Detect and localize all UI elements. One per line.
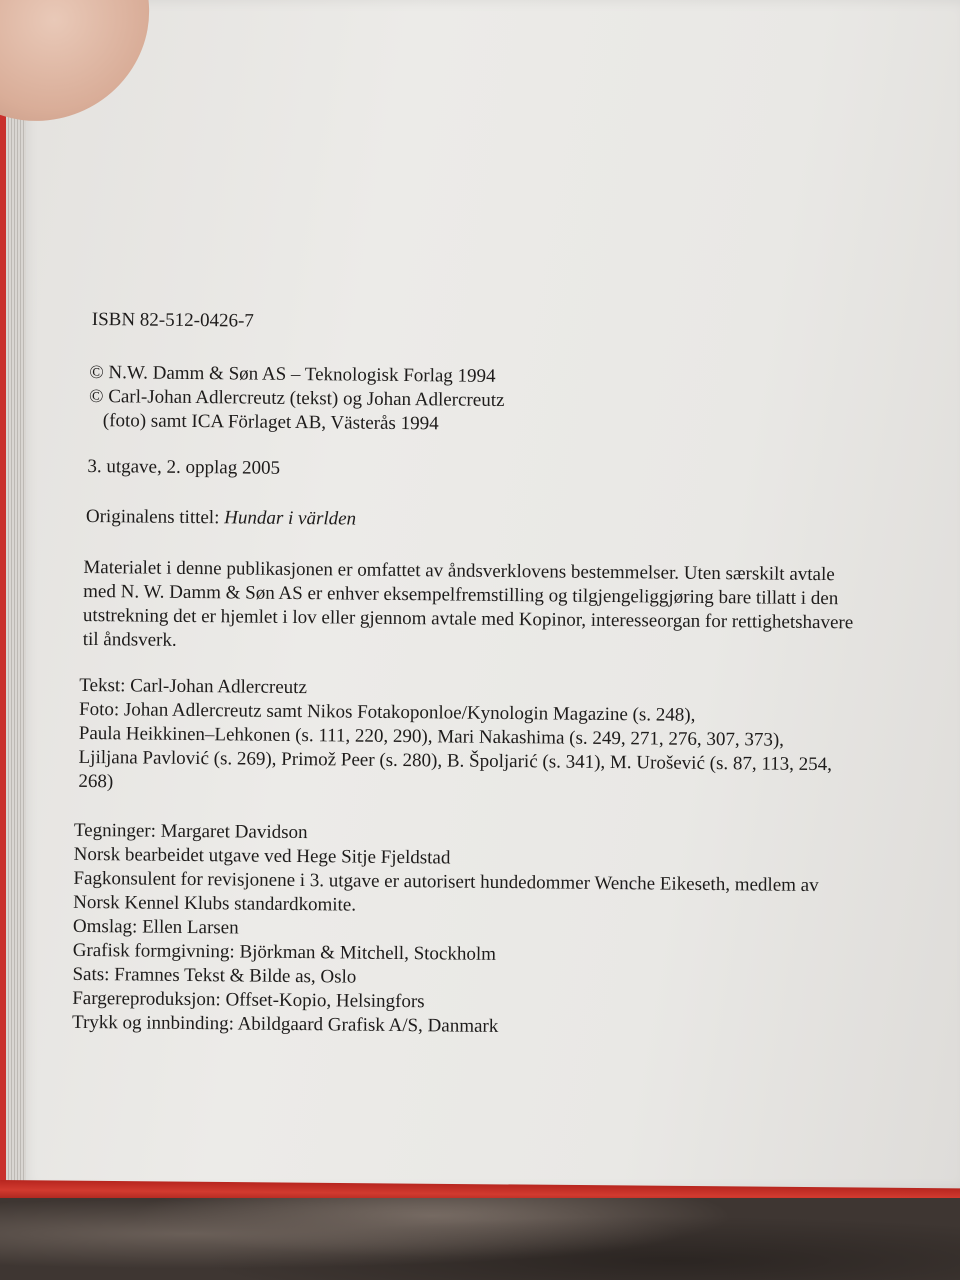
original-title-block [86,505,356,532]
credit-line: Norsk bearbeidet utgave ved Hege Sitje Fjeldstad [73,843,451,869]
copyright-block [89,361,505,437]
credit-line: Grafisk formgivning: Björkman & Mitchell, Stockholm [72,939,497,965]
text-photo-credits-block [78,674,833,801]
credit-line: Tekst: Carl-Johan Adlercreutz [79,674,308,699]
rights-line: til åndsverk. [82,628,177,651]
credit-line: Trykk og innbinding: Abildgaard Grafisk A/S, Danmark [71,1011,499,1037]
rights-line: Materialet i denne publikasjonen er omfattet av åndsverklovens bestemmelser. Uten særskilt avtale [83,556,835,586]
isbn: ISBN 82-512-0426-7 [91,309,254,332]
rights-line: utstrekning det er hjemlet i lov eller gjennom avtale med Kopinor, interesseorgan for rettighetshavere [82,604,854,634]
credit-line: 268) [78,770,114,793]
credit-line: Fagkonsulent for revisjonene i 3. utgave er autorisert hundedommer Wenche Eikeseth, medlem av [73,867,819,897]
credit-line: Tegninger: Margaret Davidson [73,819,308,844]
production-credits-block [72,819,819,1042]
credit-line: Sats: Framnes Tekst & Bilde as, Oslo [72,963,357,988]
fabric-background [0,1198,960,1280]
credit-line: Foto: Johan Adlercreutz samt Nikos Fotakoponloe/Kynologin Magazine (s. 248), [78,698,696,726]
isbn-block [92,308,254,334]
copyright-line: (foto) samt ICA Förlaget AB, Västerås 1994 [102,410,439,435]
red-cover-edge-left [0,100,6,1190]
copyright-line: © N.W. Damm & Søn AS – Teknologisk Forlag 1994 [89,361,496,387]
original-title: Hundar i världen [224,507,357,530]
credit-line: Norsk Kennel Klubs standardkomite. [73,891,357,916]
copyright-line: © Carl-Johan Adlercreutz (tekst) og Johan Adlercreutz [88,385,505,411]
edition: 3. utgave, 2. opplag 2005 [87,455,281,479]
credit-line: Ljiljana Pavlović (s. 269), Primož Peer (s. 280), B. Špoljarić (s. 341), M. Urošević (s. 87, 113, 254, [78,746,833,776]
credit-line: Omslag: Ellen Larsen [72,915,239,939]
rights-line: med N. W. Damm & Søn AS er enhver eksempelfremstilling og tilgjengeliggjøring bare tillatt i den [83,580,839,610]
original-title-label: Originalens tittel: [85,505,220,529]
rights-notice-block [83,556,854,659]
credit-line: Paula Heikkinen–Lehkonen (s. 111, 220, 290), Mari Nakashima (s. 249, 271, 276, 307, 373), [78,722,785,751]
credit-line: Fargereproduksjon: Offset-Kopio, Helsingfors [72,987,425,1013]
edition-block [87,455,280,481]
